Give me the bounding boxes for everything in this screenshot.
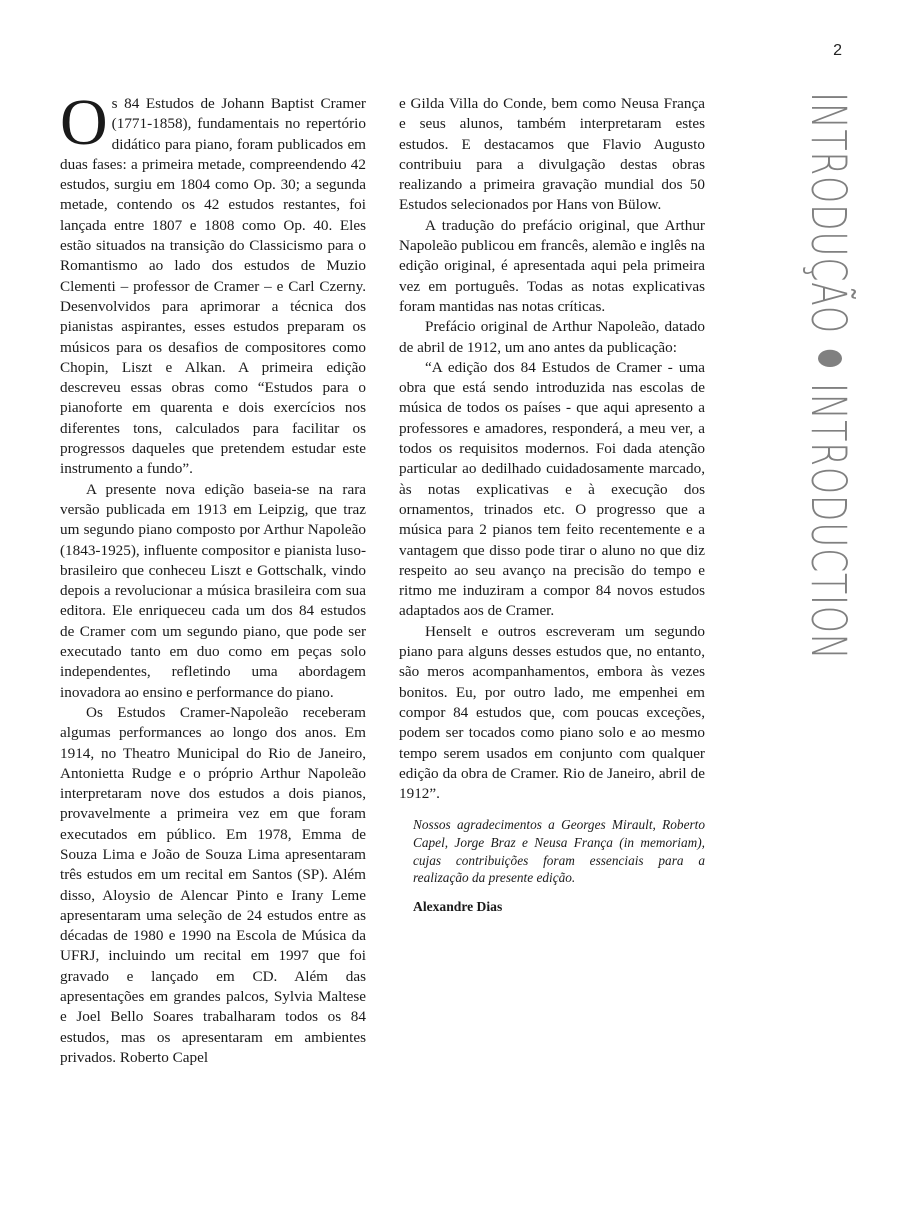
acknowledgement: Nossos agradecimentos a Georges Mirault, Roberto Capel, Jorge Braz e Neusa França (in memoriam), cujas contribuições foram essenciais para a realização da presente edição.: [413, 817, 705, 886]
translation-paragraph: A tradução do prefácio original, que Arthur Napoleão publicou em francês, alemão e inglês na edição original, é apresentada aqui pela primeira vez em português. Todas as notas explicativas foram mantidas nas notas críticas.: [399, 216, 705, 315]
preface-quote-paragraph-2: Henselt e outros escreveram um segundo piano para alguns desses estudos que, no entanto, são meros acompanhamentos, embora às vezes bonitos. Eu, por outro lado, me empenhei em compor 84 estudos que, com poucas exceções, podem ser tocados como piano solo e ao mesmo tempo serem usados em conjunto com qualquer edição da obra de Cramer. Rio de Janeiro, abril de 1912”.: [399, 622, 705, 803]
intro-paragraph-3: Os Estudos Cramer-Napoleão receberam algumas performances ao longo dos anos. Em 1914, no Theatro Municipal do Rio de Janeiro, Antonietta Rudge e o próprio Arthur Napoleão interpretaram nove dos estudos a dois pianos, provavelmente a primeira vez em que foram executados em público. Em 1978, Emma de Souza Lima e João de Souza Lima apresentaram três estudos em um recital em Santos (SP). Além disso, Aloysio de Alencar Pinto e Irany Leme apresentaram uma seleção de 24 estudos entre as décadas de 1980 e 1990 na Escola de Música da UFRJ, incluindo um recital em 1997 que foi gravado e lançado em CD. Além das apresentações em grandes palcos, Sylvia Maltese e Joel Bello Soares trabalharam todos os 84 estudos, mas os apresentaram em ambientes privados. Roberto Capel: [60, 703, 366, 1066]
preface-quote-paragraph-1: “A edição dos 84 Estudos de Cramer - uma obra que está sendo introduzida nas escolas de música de todos os países - que aqui apresento a professores e amadores, responderá, a meu ver, a todos os requisitos modernos. Foi dada atenção particular ao dedilhado cuidadosamente marcado, às notas explicativas e à execução dos ornamentos, trinados etc. O progresso que a música para 2 pianos tem feito recentemente e a vantagem que disso pode tirar o aluno no que diz respeito ao seu avanço na precisão do tempo e ritmo me induziram a compor 84 novos estudos adaptados aos de Cramer.: [399, 358, 705, 620]
continuation-paragraph: e Gilda Villa do Conde, bem como Neusa França e seus alunos, também interpretaram estes estudos. E destacamos que Flavio Augusto contribuiu para a divulgação destas obras realizando a primeira gravação mundial dos 50 Estudos selecionados por Hans von Bülow.: [399, 95, 705, 214]
intro-paragraph-1-text: s 84 Estudos de Johann Baptist Cramer (1771-1858), fundamentais no repertório didático para piano, foram publicados em duas fases: a primeira metade, compreendendo 42 estudos, surgiu em 1804 como Op. 30; a segunda metade, contendo os 42 estudos restantes, foi lançada entre 1807 e 1808 como Op. 40. Eles estão situados na transição do Classicismo para o Romantismo ao lado dos estudos de Muzio Clementi – professor de Cramer – e Carl Czerny. Desenvolvidos para aprimorar a técnica dos pianistas aspirantes, esses estudos preparam os músicos para os desafios de compositores como Chopin, Liszt e Alkan. A primeira edição descreveu essas obras como “Estudos para o pianoforte em quarenta e dois exercícios nos diferentes tons, calculados para facilitar os progressos daqueles que pretendem estudar este instrumento a fundo”.: [60, 95, 366, 478]
side-title: [800, 92, 856, 661]
drop-cap: O: [60, 86, 108, 159]
right-column: [399, 94, 705, 917]
bullet-separator-icon: [818, 350, 842, 367]
intro-paragraph-1: [60, 86, 366, 480]
preface-intro-paragraph: Prefácio original de Arthur Napoleão, datado de abril de 1912, um ano antes da publicação:: [399, 318, 705, 356]
intro-paragraph-2: A presente nova edição baseia-se na rara versão publicada em 1913 em Leipzig, que traz um segundo piano composto por Arthur Napoleão (1843-1925), influente compositor e pianista luso-brasileiro que conheceu Liszt e Gottschalk, vindo depois a revolucionar a música brasileira com sua editora. Ele enriqueceu cada um dos 84 estudos de Cramer com um segundo piano, que pode ser executado tanto em duo como em peças solo independentes, refletindo uma abordagem inovadora ao ensino e performance do piano.: [60, 480, 366, 701]
side-title-portuguese: INTRODUÇÃO: [800, 92, 856, 334]
left-column: [60, 86, 366, 1068]
side-title-text: [800, 92, 856, 661]
page-number: 2: [833, 42, 842, 59]
side-title-english: INTRODUCTION: [800, 382, 856, 661]
author-signature: Alexandre Dias: [413, 898, 503, 914]
